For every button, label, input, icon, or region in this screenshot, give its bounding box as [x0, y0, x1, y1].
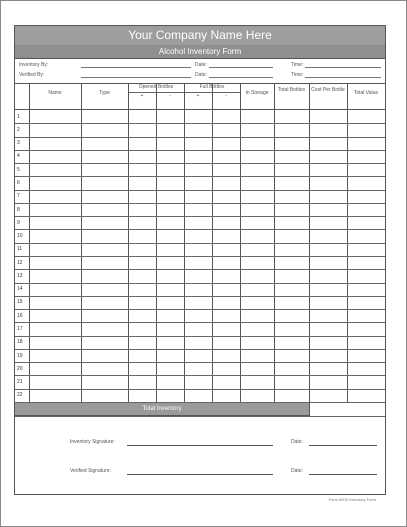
row-divider: [15, 389, 385, 390]
row-divider: [15, 203, 385, 204]
row-number: 19: [17, 352, 23, 359]
inventory-signature-label: Inventory Signature:: [70, 439, 115, 445]
date-label: Date:: [195, 62, 207, 68]
row-divider: [15, 243, 385, 244]
col-type: Type: [99, 90, 110, 96]
row-divider: [15, 163, 385, 164]
verified-signature-label: Verified Signature:: [70, 468, 111, 474]
form-footer: Form 6000 Inventory Form: [328, 497, 376, 502]
row-number: 14: [17, 286, 23, 293]
row-number: 11: [17, 246, 23, 253]
verified-date-label: Date:: [291, 468, 303, 474]
row-number: 8: [17, 206, 20, 213]
verified-by-row: [15, 70, 385, 79]
inventory-by-label: Inventory By:: [19, 62, 49, 68]
row-divider: [15, 336, 385, 337]
row-number: 4: [17, 153, 20, 160]
col-opened-minus: -: [169, 93, 171, 99]
col-opened-bottles: Opened Bottles: [138, 84, 174, 90]
row-divider: [15, 269, 385, 270]
row-number: 1: [17, 113, 20, 120]
time-field[interactable]: [305, 67, 381, 68]
row-divider: [15, 216, 385, 217]
date-label-2: Date:: [195, 72, 207, 78]
col-in-storage: In Storage: [245, 90, 269, 96]
verified-by-field[interactable]: [81, 77, 191, 78]
time-label-2: Time:: [291, 72, 304, 78]
inventory-by-field[interactable]: [81, 67, 191, 68]
inventory-by-row: [15, 60, 385, 69]
signature-date-label: Date:: [291, 439, 303, 445]
row-number: 9: [17, 219, 20, 226]
inventory-form: [14, 25, 386, 495]
row-number: 20: [17, 365, 23, 372]
verified-signature-field[interactable]: [127, 474, 273, 475]
row-number: 21: [17, 379, 23, 386]
row-divider: [15, 375, 385, 376]
row-divider: [15, 176, 385, 177]
col-full-plus: +: [196, 93, 200, 99]
row-number: 3: [17, 140, 20, 147]
row-number: 22: [17, 392, 23, 399]
row-number: 2: [17, 126, 20, 133]
date-field[interactable]: [209, 67, 273, 68]
row-divider: [15, 402, 385, 403]
col-full-bottles: Full Bottles: [199, 84, 225, 90]
total-bottom-line: [15, 416, 385, 417]
signature-date-field[interactable]: [309, 445, 377, 446]
col-cost-per-bottle: Cost Per Bottle: [311, 87, 345, 93]
row-number: 7: [17, 193, 20, 200]
row-divider: [15, 362, 385, 363]
row-divider: [15, 190, 385, 191]
col-total-bottles: Total Bottles: [277, 87, 306, 93]
row-number: 17: [17, 326, 23, 332]
row-number: 12: [17, 259, 23, 266]
company-name: Your Company Name Here: [15, 26, 385, 46]
row-number: 10: [17, 233, 23, 240]
row-divider: [15, 283, 385, 284]
inventory-signature-field[interactable]: [127, 445, 273, 446]
row-divider: [15, 256, 385, 257]
row-divider: [15, 309, 385, 310]
form-title: Alcohol Inventory Form: [15, 45, 385, 59]
row-divider: [15, 150, 385, 151]
time-field-2[interactable]: [305, 77, 381, 78]
col-full-minus: -: [225, 93, 227, 99]
total-divider: [309, 402, 310, 416]
verified-date-field[interactable]: [309, 474, 377, 475]
row-divider: [15, 296, 385, 297]
col-name: Name: [48, 90, 62, 96]
row-divider: [15, 349, 385, 350]
row-divider: [15, 123, 385, 124]
date-field-2[interactable]: [209, 77, 273, 78]
table-header: [15, 83, 385, 110]
time-label: Time:: [291, 62, 304, 68]
row-number: 16: [17, 312, 23, 319]
row-number: 15: [17, 299, 23, 306]
col-opened-plus: +: [140, 93, 144, 99]
col-total-value: Total Value: [353, 90, 379, 96]
total-inventory-bar: Total Inventory: [15, 402, 309, 416]
row-number: 13: [17, 272, 23, 279]
row-divider: [15, 229, 385, 230]
row-divider: [15, 322, 385, 323]
row-number: 6: [17, 180, 20, 186]
verified-by-label: Verified By:: [19, 72, 45, 78]
row-number: 18: [17, 339, 23, 346]
row-number: 5: [17, 166, 20, 173]
row-divider: [15, 137, 385, 138]
